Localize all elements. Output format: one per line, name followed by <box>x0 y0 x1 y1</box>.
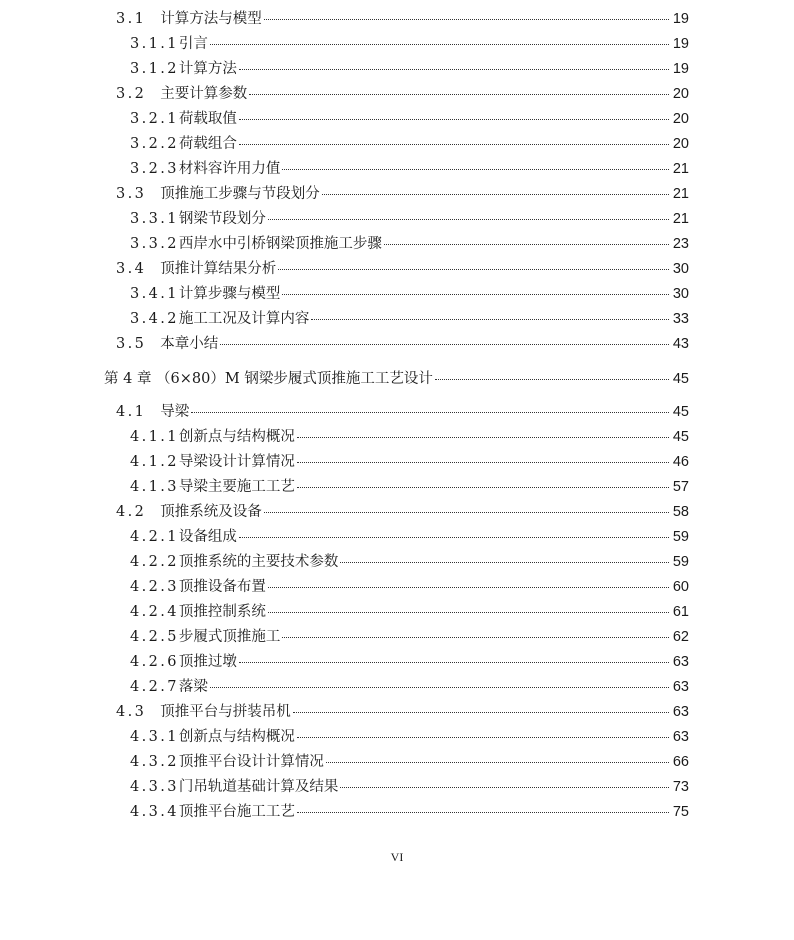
toc-section-entry[interactable] <box>116 503 689 521</box>
toc-section-entry[interactable] <box>116 335 689 353</box>
toc-dot-leader <box>264 19 669 20</box>
page-number-footer: VI <box>390 850 404 864</box>
toc-dot-leader <box>239 119 669 120</box>
toc-entry-number: 4.2 <box>116 504 147 520</box>
toc-subsection-entry[interactable] <box>130 478 689 496</box>
toc-entry-title: 门吊轨道基础计算及结果 <box>178 779 339 795</box>
toc-subsection-entry[interactable] <box>130 428 689 446</box>
toc-dot-leader <box>220 344 669 345</box>
toc-page-number: 63 <box>672 729 689 745</box>
toc-subsection-entry[interactable] <box>130 110 689 128</box>
toc-subsection-entry[interactable] <box>130 528 689 546</box>
toc-page-number: 21 <box>672 161 689 177</box>
toc-entry-title: 主要计算参数 <box>160 86 248 102</box>
toc-dot-leader <box>239 662 669 663</box>
toc-page-number: 66 <box>672 754 689 770</box>
toc-page-number: 62 <box>672 629 689 645</box>
toc-page-number: 58 <box>672 504 689 520</box>
toc-entry-title: 导梁设计计算情况 <box>178 454 295 470</box>
toc-entry-title: 第 4 章 （6×80）M 钢梁步履式顶推施工工艺设计 <box>104 371 433 387</box>
toc-page-number: 43 <box>672 336 689 352</box>
toc-entry-number: 3.3 <box>116 186 147 202</box>
toc-entry-title: 引言 <box>178 36 208 52</box>
toc-entry-title: 计算方法 <box>178 61 237 77</box>
toc-page-number: 21 <box>672 186 689 202</box>
toc-dot-leader <box>282 637 669 638</box>
toc-dot-leader <box>340 787 669 788</box>
toc-entry-number: 4.1.3 <box>130 479 179 495</box>
toc-entry-title: 荷载组合 <box>178 136 237 152</box>
toc-subsection-entry[interactable] <box>130 35 689 53</box>
toc-page-number: 30 <box>672 286 689 302</box>
toc-dot-leader <box>264 512 669 513</box>
toc-section-entry[interactable] <box>116 703 689 721</box>
toc-section-entry[interactable] <box>116 185 689 203</box>
toc-dot-leader <box>268 587 669 588</box>
toc-entry-number: 3.5 <box>116 336 147 352</box>
toc-dot-leader <box>311 319 669 320</box>
toc-dot-leader <box>282 169 669 170</box>
toc-dot-leader <box>297 437 669 438</box>
toc-entry-title: 顶推施工步骤与节段划分 <box>160 186 320 202</box>
toc-entry-title: 顶推计算结果分析 <box>160 261 277 277</box>
toc-section-entry[interactable] <box>116 403 689 421</box>
toc-subsection-entry[interactable] <box>130 728 689 746</box>
toc-page-number: 45 <box>672 429 689 445</box>
toc-entry-title: 顶推平台施工工艺 <box>178 804 295 820</box>
toc-subsection-entry[interactable] <box>130 135 689 153</box>
toc-page-number: 60 <box>672 579 689 595</box>
toc-entry-title: 西岸水中引桥钢梁顶推施工步骤 <box>178 236 382 252</box>
toc-entry-number: 4.3.4 <box>130 804 179 820</box>
toc-entry-title: 本章小结 <box>160 336 219 352</box>
toc-subsection-entry[interactable] <box>130 653 689 671</box>
toc-subsection-entry[interactable] <box>130 553 689 571</box>
toc-subsection-entry[interactable] <box>130 678 689 696</box>
toc-page-number: 19 <box>672 11 689 27</box>
toc-entry-title: 荷载取值 <box>178 111 237 127</box>
toc-dot-leader <box>297 737 669 738</box>
toc-page-number: 45 <box>672 404 689 420</box>
toc-entry-title: 计算步骤与模型 <box>178 286 281 302</box>
toc-entry-number: 3.2.2 <box>130 136 179 152</box>
toc-dot-leader <box>210 687 669 688</box>
toc-entry-number: 3.1 <box>116 11 147 27</box>
toc-dot-leader <box>278 269 669 270</box>
toc-subsection-entry[interactable] <box>130 210 689 228</box>
toc-dot-leader <box>249 94 669 95</box>
toc-page-number: 61 <box>672 604 689 620</box>
toc-dot-leader <box>322 194 669 195</box>
toc-page-number: 20 <box>672 86 689 102</box>
toc-chapter-entry[interactable] <box>104 370 689 388</box>
toc-entry-title: 设备组成 <box>178 529 237 545</box>
toc-entry-number: 4.2.3 <box>130 579 179 595</box>
toc-entry-title: 创新点与结构概况 <box>178 429 295 445</box>
toc-entry-number: 3.3.2 <box>130 236 179 252</box>
toc-page-number: 33 <box>672 311 689 327</box>
toc-subsection-entry[interactable] <box>130 628 689 646</box>
toc-entry-title: 落梁 <box>178 679 208 695</box>
toc-subsection-entry[interactable] <box>130 310 689 328</box>
toc-entry-number: 3.1.1 <box>130 36 179 52</box>
toc-page-number: 19 <box>672 61 689 77</box>
toc-entry-title: 顶推系统的主要技术参数 <box>178 554 339 570</box>
toc-dot-leader <box>268 612 669 613</box>
toc-page-number: 45 <box>672 371 689 387</box>
toc-entry-title: 顶推设备布置 <box>178 579 266 595</box>
toc-page-number: 63 <box>672 654 689 670</box>
toc-entry-title: 导梁 <box>160 404 190 420</box>
toc-dot-leader <box>297 462 669 463</box>
toc-section-entry[interactable] <box>116 10 689 28</box>
toc-entry-number: 4.3.1 <box>130 729 179 745</box>
toc-entry-title: 施工工况及计算内容 <box>178 311 310 327</box>
toc-subsection-entry[interactable] <box>130 778 689 796</box>
toc-entry-title: 顶推平台与拼装吊机 <box>160 704 291 720</box>
toc-dot-leader <box>293 712 669 713</box>
toc-dot-leader <box>210 44 669 45</box>
toc-page-number: 73 <box>672 779 689 795</box>
toc-dot-leader <box>384 244 669 245</box>
toc-entry-title: 顶推控制系统 <box>178 604 266 620</box>
toc-page-number: 57 <box>672 479 689 495</box>
toc-entry-number: 4.2.7 <box>130 679 179 695</box>
toc-subsection-entry[interactable] <box>130 753 689 771</box>
toc-page-number: 23 <box>672 236 689 252</box>
toc-entry-title: 创新点与结构概况 <box>178 729 295 745</box>
toc-entry-number: 3.3.1 <box>130 211 179 227</box>
toc-entry-number: 4.3.3 <box>130 779 179 795</box>
toc-entry-title: 导梁主要施工工艺 <box>178 479 295 495</box>
toc-subsection-entry[interactable] <box>130 285 689 303</box>
toc-entry-number: 4.1 <box>116 404 147 420</box>
toc-entry-title: 钢梁节段划分 <box>178 211 266 227</box>
toc-entry-number: 4.2.6 <box>130 654 179 670</box>
toc-section-entry[interactable] <box>116 85 689 103</box>
toc-entry-number: 4.2.1 <box>130 529 179 545</box>
toc-entry-number: 3.4.2 <box>130 311 179 327</box>
toc-dot-leader <box>239 537 669 538</box>
toc-entry-number: 4.2.4 <box>130 604 179 620</box>
toc-dot-leader <box>191 412 669 413</box>
toc-dot-leader <box>326 762 669 763</box>
toc-entry-number: 3.1.2 <box>130 61 179 77</box>
toc-entry-number: 4.1.1 <box>130 429 179 445</box>
toc-entry-title: 顶推过墩 <box>178 654 237 670</box>
toc-page-number: 21 <box>672 211 689 227</box>
toc-entry-number: 3.2.3 <box>130 161 179 177</box>
toc-page-number: 20 <box>672 111 689 127</box>
toc-subsection-entry[interactable] <box>130 453 689 471</box>
toc-subsection-entry[interactable] <box>130 160 689 178</box>
toc-entry-title: 步履式顶推施工 <box>178 629 281 645</box>
toc-entry-number: 4.3 <box>116 704 147 720</box>
toc-page-number: 30 <box>672 261 689 277</box>
toc-subsection-entry[interactable] <box>130 603 689 621</box>
toc-entry-title: 计算方法与模型 <box>160 11 262 27</box>
toc-page-number: 75 <box>672 804 689 820</box>
toc-dot-leader <box>297 812 669 813</box>
toc-entry-number: 4.2.5 <box>130 629 179 645</box>
toc-dot-leader <box>340 562 669 563</box>
toc-entry-number: 4.3.2 <box>130 754 179 770</box>
toc-page-number: 59 <box>672 554 689 570</box>
toc-entry-title: 顶推平台设计计算情况 <box>178 754 324 770</box>
toc-entry-title: 顶推系统及设备 <box>160 504 262 520</box>
toc-dot-leader <box>282 294 669 295</box>
toc-page-number: 63 <box>672 679 689 695</box>
toc-section-entry[interactable] <box>116 260 689 278</box>
toc-page-number: 63 <box>672 704 689 720</box>
toc-entry-number: 4.2.2 <box>130 554 179 570</box>
toc-subsection-entry[interactable] <box>130 60 689 78</box>
toc-page-number: 19 <box>672 36 689 52</box>
toc-entry-number: 4.1.2 <box>130 454 179 470</box>
toc-subsection-entry[interactable] <box>130 235 689 253</box>
toc-entry-title: 材料容许用力值 <box>178 161 281 177</box>
toc-dot-leader <box>297 487 669 488</box>
toc-subsection-entry[interactable] <box>130 803 689 821</box>
toc-dot-leader <box>239 69 669 70</box>
toc-dot-leader <box>268 219 669 220</box>
toc-dot-leader <box>435 379 669 380</box>
toc-entry-number: 3.4 <box>116 261 147 277</box>
toc-entry-number: 3.4.1 <box>130 286 179 302</box>
toc-page-number: 20 <box>672 136 689 152</box>
toc-page-number: 46 <box>672 454 689 470</box>
toc-subsection-entry[interactable] <box>130 578 689 596</box>
toc-page-number: 59 <box>672 529 689 545</box>
toc-dot-leader <box>239 144 669 145</box>
toc-entry-number: 3.2 <box>116 86 147 102</box>
toc-entry-number: 3.2.1 <box>130 111 179 127</box>
